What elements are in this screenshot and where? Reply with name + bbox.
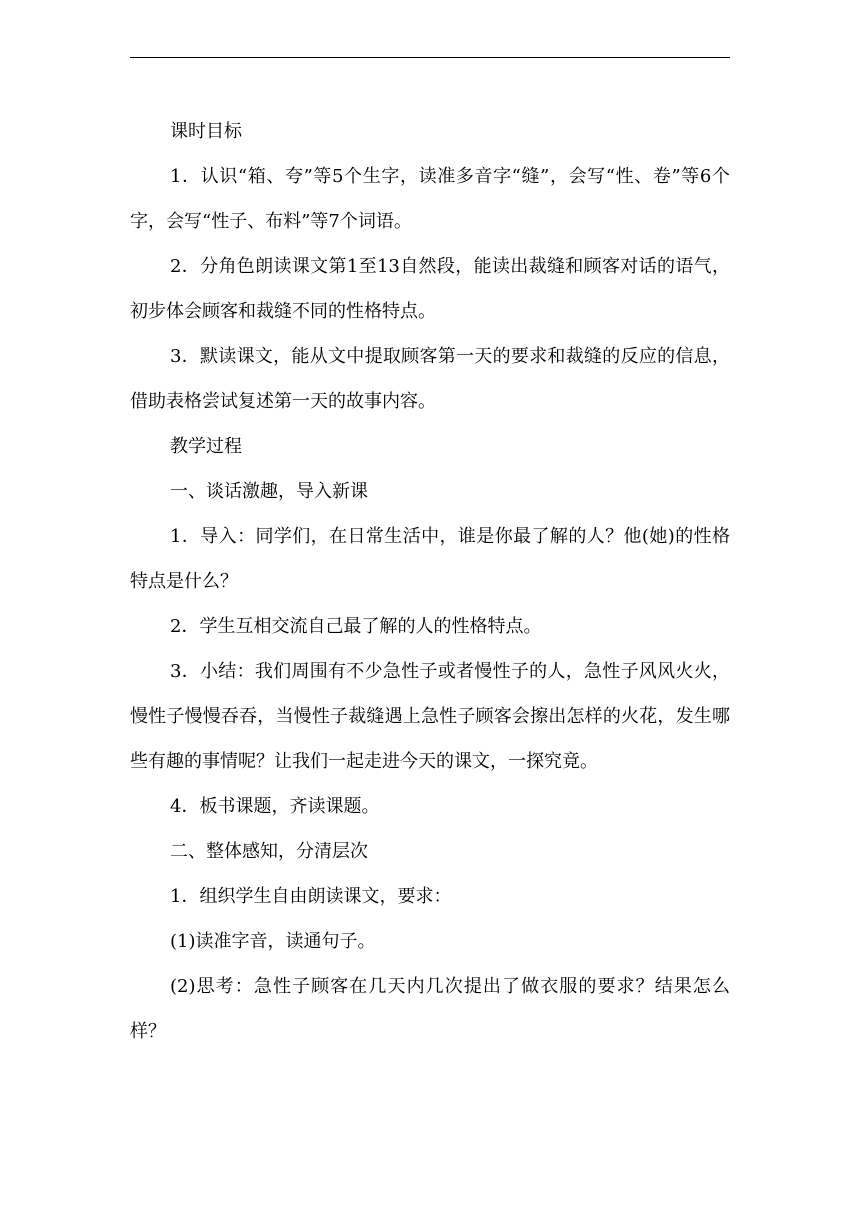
- objective-1: 1．认识“箱、夸”等5个生字，读准多音字“缝”，会写“性、卷”等6个字，会写“性子、布料”等7个词语。: [130, 166, 730, 232]
- document-body: [130, 109, 730, 1054]
- section-heading-process: 教学过程: [170, 436, 242, 457]
- step-1-item-4: 4．板书课题，齐读课题。: [170, 796, 380, 817]
- objective-2: 2．分角色朗读课文第1至13自然段，能读出裁缝和顾客对话的语气，初步体会顾客和裁缝不同的性格特点。: [130, 256, 730, 322]
- step-1-item-1: 1．导入：同学们，在日常生活中，谁是你最了解的人？他(她)的性格特点是什么？: [130, 526, 730, 592]
- objective-3: 3．默读课文，能从文中提取顾客第一天的要求和裁缝的反应的信息，借助表格尝试复述第一天的故事内容。: [130, 346, 730, 412]
- step-1-item-3: 3．小结：我们周围有不少急性子或者慢性子的人，急性子风风火火，慢性子慢慢吞吞，当慢性子裁缝遇上急性子顾客会擦出怎样的火花，发生哪些有趣的事情呢？让我们一起走进今天的课文，一探究竟。: [130, 661, 730, 772]
- step-1-item-2: 2．学生互相交流自己最了解的人的性格特点。: [170, 616, 542, 637]
- step-heading-2: 二、整体感知，分清层次: [170, 841, 368, 862]
- section-heading-objectives: 课时目标: [170, 121, 242, 142]
- step-2-subitem-1: (1)读准字音，读通句子。: [170, 931, 376, 952]
- step-2-item-1: 1．组织学生自由朗读课文，要求：: [170, 886, 452, 907]
- step-2-subitem-2: (2)思考：急性子顾客在几天内几次提出了做衣服的要求？结果怎么样？: [130, 976, 730, 1042]
- step-heading-1: 一、谈话激趣，导入新课: [170, 481, 368, 502]
- header-rule: [130, 57, 730, 58]
